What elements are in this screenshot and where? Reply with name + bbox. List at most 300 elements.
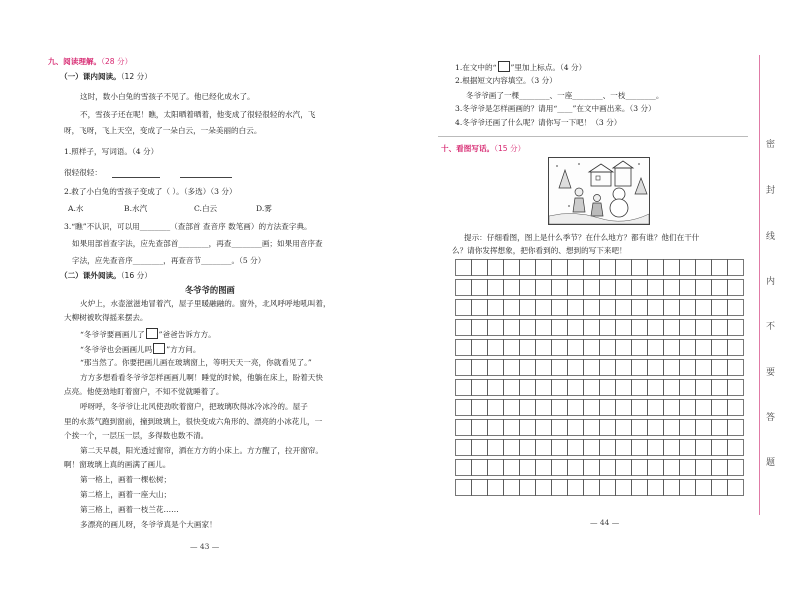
writing-grid[interactable]	[455, 259, 745, 499]
grid-cell[interactable]	[664, 280, 680, 296]
grid-cell[interactable]	[712, 400, 728, 416]
story-line-8: 呼呀呼，冬爷爷让北风使劲吹着窗户，把玻璃吹得冰冷冰冷的。屋子	[80, 402, 308, 411]
grid-cell[interactable]	[568, 460, 584, 476]
grid-cell[interactable]	[552, 360, 568, 376]
grid-cell[interactable]	[552, 460, 568, 476]
grid-cell[interactable]	[552, 280, 568, 296]
grid-cell[interactable]	[616, 320, 632, 336]
grid-cell[interactable]	[504, 340, 520, 356]
grid-cell[interactable]	[536, 340, 552, 356]
grid-cell[interactable]	[664, 380, 680, 396]
grid-row[interactable]	[456, 260, 744, 276]
grid-cell[interactable]	[616, 400, 632, 416]
grid-row[interactable]	[456, 460, 744, 476]
grid-cell[interactable]	[472, 360, 488, 376]
grid-cell[interactable]	[488, 480, 504, 496]
grid-cell[interactable]	[520, 460, 536, 476]
grid-cell[interactable]	[472, 480, 488, 496]
sidebar-char-6: 要	[766, 368, 776, 378]
grid-row[interactable]	[456, 360, 744, 376]
grid-cell[interactable]	[712, 440, 728, 456]
section-10-heading	[441, 144, 525, 154]
winter-scene-illustration	[548, 157, 650, 225]
grid-cell[interactable]	[552, 480, 568, 496]
grid-cell[interactable]	[696, 260, 712, 276]
grid-cell[interactable]	[680, 380, 696, 396]
grid-cell[interactable]	[600, 480, 616, 496]
story-line-15: 第三格上，画着一枝兰花……	[80, 505, 179, 514]
section-9-heading	[48, 57, 132, 67]
grid-cell[interactable]	[632, 360, 648, 376]
question-2: 2.救了小白兔的雪孩子变成了（ ）。（多选）（3 分）	[64, 187, 237, 196]
grid-cell[interactable]	[632, 300, 648, 316]
grid-cell[interactable]	[584, 420, 600, 436]
option-a[interactable]: A.水	[68, 204, 84, 213]
punctuation-box-2[interactable]	[153, 343, 165, 354]
grid-cell[interactable]	[680, 340, 696, 356]
grid-cell[interactable]	[584, 380, 600, 396]
part-2-heading	[60, 271, 152, 281]
grid-cell[interactable]	[712, 360, 728, 376]
grid-row[interactable]	[456, 480, 744, 496]
grid-cell[interactable]	[728, 420, 744, 436]
grid-cell[interactable]	[680, 400, 696, 416]
grid-cell[interactable]	[568, 400, 584, 416]
grid-cell[interactable]	[664, 320, 680, 336]
grid-cell[interactable]	[536, 380, 552, 396]
grid-cell[interactable]	[456, 280, 472, 296]
grid-row[interactable]	[456, 380, 744, 396]
grid-cell[interactable]	[712, 280, 728, 296]
grid-cell[interactable]	[520, 340, 536, 356]
grid-cell[interactable]	[728, 440, 744, 456]
grid-cell[interactable]	[504, 420, 520, 436]
grid-cell[interactable]	[504, 260, 520, 276]
hint-line-2: 么？请你发挥想象，把你看到的、想到的写下来吧！	[452, 246, 627, 255]
grid-cell[interactable]	[696, 420, 712, 436]
grid-cell[interactable]	[536, 440, 552, 456]
grid-cell[interactable]	[712, 480, 728, 496]
grid-cell[interactable]	[488, 460, 504, 476]
question-3-line-2: 如果用部首查字法，应先查部首________，再查________画；如果用音序查	[72, 239, 323, 248]
seal-line-sidebar	[759, 55, 790, 515]
grid-cell[interactable]	[456, 380, 472, 396]
grid-cell[interactable]	[584, 340, 600, 356]
grid-cell[interactable]	[680, 460, 696, 476]
grid-cell[interactable]	[648, 480, 664, 496]
grid-cell[interactable]	[680, 480, 696, 496]
grid-cell[interactable]	[520, 300, 536, 316]
grid-cell[interactable]	[488, 440, 504, 456]
grid-cell[interactable]	[632, 400, 648, 416]
section-9-score: （28 分）	[101, 57, 133, 66]
grid-cell[interactable]	[632, 320, 648, 336]
page-number-left: — 43 —	[190, 542, 220, 551]
grid-cell[interactable]	[600, 380, 616, 396]
grid-cell[interactable]	[680, 300, 696, 316]
grid-cell[interactable]	[472, 380, 488, 396]
grid-cell[interactable]	[584, 300, 600, 316]
grid-cell[interactable]	[536, 320, 552, 336]
grid-cell[interactable]	[728, 460, 744, 476]
grid-cell[interactable]	[584, 260, 600, 276]
grid-cell[interactable]	[680, 420, 696, 436]
grid-cell[interactable]	[632, 340, 648, 356]
section-10-score: （15 分）	[494, 144, 526, 153]
grid-cell[interactable]	[488, 340, 504, 356]
grid-cell[interactable]	[488, 360, 504, 376]
part-2-score: （16 分）	[120, 271, 152, 280]
grid-cell[interactable]	[456, 480, 472, 496]
right-question-2: 2.根据短文内容填空。（3 分）	[455, 76, 557, 85]
grid-cell[interactable]	[472, 320, 488, 336]
grid-cell[interactable]	[520, 260, 536, 276]
grid-cell[interactable]	[648, 360, 664, 376]
right-question-3: 3.冬爷爷是怎样画画的？请用“____”在文中画出来。（3 分）	[455, 104, 656, 113]
story-line-3a: “冬爷爷要画画儿了	[80, 330, 145, 339]
grid-row[interactable]	[456, 420, 744, 436]
grid-cell[interactable]	[552, 380, 568, 396]
grid-cell[interactable]	[664, 400, 680, 416]
grid-cell[interactable]	[568, 300, 584, 316]
grid-cell[interactable]	[664, 460, 680, 476]
grid-cell[interactable]	[456, 260, 472, 276]
grid-cell[interactable]	[520, 440, 536, 456]
grid-cell[interactable]	[584, 280, 600, 296]
grid-cell[interactable]	[472, 300, 488, 316]
right-question-2-fill: 冬爷爷画了一棵________、一座________、一枝________。	[466, 91, 664, 100]
grid-cell[interactable]	[728, 340, 744, 356]
story-line-5: “那当然了。你要把画儿画在玻璃窗上，等明天天一亮，你就看见了。”	[80, 358, 312, 367]
grid-cell[interactable]	[632, 460, 648, 476]
grid-cell[interactable]	[664, 420, 680, 436]
grid-row[interactable]	[456, 280, 744, 296]
grid-cell[interactable]	[712, 300, 728, 316]
grid-cell[interactable]	[712, 380, 728, 396]
grid-cell[interactable]	[600, 340, 616, 356]
grid-cell[interactable]	[696, 440, 712, 456]
grid-cell[interactable]	[472, 340, 488, 356]
punctuation-box-sample	[498, 61, 510, 72]
grid-cell[interactable]	[680, 320, 696, 336]
grid-cell[interactable]	[456, 300, 472, 316]
grid-cell[interactable]	[696, 460, 712, 476]
story-line-14: 第二格上，画着一座大山；	[80, 490, 172, 499]
grid-cell[interactable]	[488, 300, 504, 316]
question-3-line-3: 字法，应先查音序________，再查音节________。（5 分）	[72, 256, 266, 265]
grid-cell[interactable]	[664, 340, 680, 356]
sidebar-char-5: 不	[766, 322, 776, 332]
grid-cell[interactable]	[648, 440, 664, 456]
grid-cell[interactable]	[504, 300, 520, 316]
right-question-1	[455, 61, 586, 73]
grid-cell[interactable]	[504, 440, 520, 456]
answer-line-1a[interactable]	[112, 177, 160, 178]
right-question-4: 4.冬爷爷还画了什么呢？请你写一下吧！（3 分）	[455, 118, 622, 127]
story-line-3b: ”爸爸告诉方方。	[158, 330, 216, 339]
grid-cell[interactable]	[648, 400, 664, 416]
grid-cell[interactable]	[728, 300, 744, 316]
grid-cell[interactable]	[584, 400, 600, 416]
section-10-title: 十、看图写话。	[441, 144, 495, 153]
grid-cell[interactable]	[664, 360, 680, 376]
grid-cell[interactable]	[520, 360, 536, 376]
passage-1-line-2: 不，雪孩子还在呢！瞧，太阳晒着晒着，他变成了很轻很轻的水汽，飞	[80, 110, 316, 119]
sidebar-char-8: 题	[766, 458, 776, 468]
grid-cell[interactable]	[520, 400, 536, 416]
grid-cell[interactable]	[600, 280, 616, 296]
grid-cell[interactable]	[696, 480, 712, 496]
grid-cell[interactable]	[488, 380, 504, 396]
grid-cell[interactable]	[712, 420, 728, 436]
grid-cell[interactable]	[680, 440, 696, 456]
story-title: 冬爷爷的图画	[185, 285, 235, 295]
grid-cell[interactable]	[504, 320, 520, 336]
grid-cell[interactable]	[456, 440, 472, 456]
option-c[interactable]: C.白云	[194, 204, 218, 213]
story-line-3	[80, 328, 216, 340]
grid-cell[interactable]	[504, 480, 520, 496]
grid-cell[interactable]	[648, 340, 664, 356]
grid-cell[interactable]	[472, 280, 488, 296]
grid-cell[interactable]	[616, 340, 632, 356]
section-9-title: 九、阅读理解。	[48, 57, 102, 66]
grid-cell[interactable]	[632, 480, 648, 496]
story-line-2: 大柳树被吹得摇来摆去。	[64, 313, 148, 322]
grid-cell[interactable]	[664, 440, 680, 456]
grid-cell[interactable]	[568, 320, 584, 336]
grid-cell[interactable]	[472, 460, 488, 476]
grid-cell[interactable]	[616, 460, 632, 476]
grid-cell[interactable]	[648, 460, 664, 476]
grid-cell[interactable]	[568, 420, 584, 436]
grid-cell[interactable]	[600, 360, 616, 376]
grid-cell[interactable]	[696, 380, 712, 396]
grid-cell[interactable]	[568, 340, 584, 356]
grid-cell[interactable]	[472, 440, 488, 456]
answer-line-1b[interactable]	[180, 177, 232, 178]
grid-cell[interactable]	[600, 320, 616, 336]
grid-cell[interactable]	[568, 280, 584, 296]
grid-cell[interactable]	[584, 460, 600, 476]
sidebar-char-1: 密	[766, 140, 776, 150]
sidebar-char-3: 线	[766, 232, 776, 242]
story-line-4	[80, 343, 201, 355]
grid-cell[interactable]	[536, 480, 552, 496]
grid-cell[interactable]	[504, 380, 520, 396]
grid-cell[interactable]	[600, 440, 616, 456]
grid-row[interactable]	[456, 340, 744, 356]
grid-row[interactable]	[456, 300, 744, 316]
grid-cell[interactable]	[600, 420, 616, 436]
grid-cell[interactable]	[632, 380, 648, 396]
grid-cell[interactable]	[712, 340, 728, 356]
grid-cell[interactable]	[696, 340, 712, 356]
passage-1-line-3: 呀，飞呀，飞上天空，变成了一朵白云，一朵美丽的白云。	[64, 126, 262, 135]
grid-cell[interactable]	[712, 260, 728, 276]
grid-cell[interactable]	[728, 260, 744, 276]
grid-cell[interactable]	[520, 480, 536, 496]
grid-cell[interactable]	[552, 300, 568, 316]
question-1-example: 很轻很轻：	[64, 168, 102, 177]
grid-cell[interactable]	[568, 480, 584, 496]
grid-cell[interactable]	[728, 280, 744, 296]
grid-cell[interactable]	[552, 320, 568, 336]
grid-cell[interactable]	[632, 420, 648, 436]
story-line-11: 第二天早晨，阳光透过窗帘，洒在方方的小床上。方方醒了，拉开窗帘。	[80, 446, 323, 455]
illustration-drawing	[549, 158, 649, 224]
grid-cell[interactable]	[584, 440, 600, 456]
grid-cell[interactable]	[664, 480, 680, 496]
grid-cell[interactable]	[648, 280, 664, 296]
grid-cell[interactable]	[456, 340, 472, 356]
grid-cell[interactable]	[568, 440, 584, 456]
grid-cell[interactable]	[680, 280, 696, 296]
story-line-6: 方方多想看看冬爷爷怎样画画儿啊！睡觉的时候，他躺在床上，盼着天快	[80, 373, 323, 382]
sidebar-char-4: 内	[766, 277, 776, 287]
grid-cell[interactable]	[696, 360, 712, 376]
grid-cell[interactable]	[520, 320, 536, 336]
part-1-score: （12 分）	[120, 72, 152, 81]
grid-row[interactable]	[456, 440, 744, 456]
section-divider	[438, 136, 748, 137]
grid-cell[interactable]	[600, 400, 616, 416]
grid-cell[interactable]	[568, 260, 584, 276]
passage-1-line-1: 这时，数小白兔的雪孩子不见了。他已经化成水了。	[80, 92, 255, 101]
grid-cell[interactable]	[504, 280, 520, 296]
grid-cell[interactable]	[504, 460, 520, 476]
grid-cell[interactable]	[600, 260, 616, 276]
grid-cell[interactable]	[472, 400, 488, 416]
grid-cell[interactable]	[728, 360, 744, 376]
grid-cell[interactable]	[728, 480, 744, 496]
grid-cell[interactable]	[728, 400, 744, 416]
grid-cell[interactable]	[616, 260, 632, 276]
grid-cell[interactable]	[680, 260, 696, 276]
grid-cell[interactable]	[664, 260, 680, 276]
grid-row[interactable]	[456, 320, 744, 336]
sidebar-char-2: 封	[766, 186, 776, 196]
grid-cell[interactable]	[600, 460, 616, 476]
grid-cell[interactable]	[728, 380, 744, 396]
right-question-1a: 1.在文中的“	[455, 63, 497, 72]
grid-cell[interactable]	[488, 320, 504, 336]
grid-cell[interactable]	[456, 400, 472, 416]
grid-cell[interactable]	[712, 320, 728, 336]
grid-cell[interactable]	[616, 380, 632, 396]
grid-cell[interactable]	[648, 300, 664, 316]
grid-cell[interactable]	[456, 420, 472, 436]
grid-row[interactable]	[456, 400, 744, 416]
grid-cell[interactable]	[552, 260, 568, 276]
grid-cell[interactable]	[616, 420, 632, 436]
grid-cell[interactable]	[568, 360, 584, 376]
grid-cell[interactable]	[632, 280, 648, 296]
page-number-right: — 44 —	[590, 518, 620, 527]
grid-cell[interactable]	[536, 360, 552, 376]
grid-cell[interactable]	[552, 400, 568, 416]
grid-cell[interactable]	[552, 420, 568, 436]
grid-cell[interactable]	[536, 460, 552, 476]
part-2-title: （二）课外阅读。	[60, 271, 121, 280]
question-3-line-1: 3.“瞧”不认识，可以用________（查部首 查音序 数笔画）的方法查字典。	[64, 222, 312, 231]
grid-cell[interactable]	[616, 360, 632, 376]
grid-cell[interactable]	[488, 280, 504, 296]
writing-grid-cells[interactable]	[455, 259, 745, 499]
grid-cell[interactable]	[536, 300, 552, 316]
grid-cell[interactable]	[584, 320, 600, 336]
grid-cell[interactable]	[536, 400, 552, 416]
grid-cell[interactable]	[680, 360, 696, 376]
grid-cell[interactable]	[456, 320, 472, 336]
grid-cell[interactable]	[520, 380, 536, 396]
story-line-1: 火炉上，水壶滋滋地冒着汽，屋子里暖融融的。窗外，北风呼呼地吼叫着，	[80, 299, 331, 308]
grid-cell[interactable]	[696, 300, 712, 316]
grid-cell[interactable]	[648, 320, 664, 336]
grid-cell[interactable]	[648, 380, 664, 396]
grid-cell[interactable]	[488, 420, 504, 436]
grid-cell[interactable]	[696, 320, 712, 336]
grid-cell[interactable]	[648, 260, 664, 276]
grid-cell[interactable]	[568, 380, 584, 396]
grid-cell[interactable]	[552, 340, 568, 356]
grid-cell[interactable]	[504, 400, 520, 416]
grid-cell[interactable]	[456, 460, 472, 476]
grid-cell[interactable]	[696, 400, 712, 416]
story-line-4a: “冬爷爷也会画画儿吗	[80, 345, 153, 354]
grid-cell[interactable]	[536, 420, 552, 436]
grid-cell[interactable]	[472, 260, 488, 276]
grid-cell[interactable]	[696, 280, 712, 296]
grid-cell[interactable]	[552, 440, 568, 456]
grid-cell[interactable]	[456, 360, 472, 376]
option-d[interactable]: D.雾	[256, 204, 272, 213]
story-line-13: 第一格上，画着一棵松树；	[80, 475, 172, 484]
grid-cell[interactable]	[632, 260, 648, 276]
grid-cell[interactable]	[504, 360, 520, 376]
grid-cell[interactable]	[536, 280, 552, 296]
right-question-1b: ”里加上标点。（4 分）	[510, 63, 587, 72]
part-1-heading	[60, 72, 152, 82]
grid-cell[interactable]	[520, 280, 536, 296]
story-line-12: 啊！窗玻璃上真的画满了画儿。	[64, 460, 171, 469]
grid-cell[interactable]	[600, 300, 616, 316]
grid-cell[interactable]	[520, 420, 536, 436]
sidebar-char-7: 答	[766, 413, 776, 423]
grid-cell[interactable]	[648, 420, 664, 436]
grid-cell[interactable]	[728, 320, 744, 336]
grid-cell[interactable]	[488, 260, 504, 276]
story-line-9: 里的水蒸气跑到窗前，撞到玻璃上，很快变成六角形的、漂亮的小冰花儿，一	[64, 417, 323, 426]
punctuation-box-1[interactable]	[146, 328, 158, 339]
grid-cell[interactable]	[616, 440, 632, 456]
grid-cell[interactable]	[616, 300, 632, 316]
grid-cell[interactable]	[584, 480, 600, 496]
grid-cell[interactable]	[712, 460, 728, 476]
grid-cell[interactable]	[664, 300, 680, 316]
option-b[interactable]: B.水汽	[124, 204, 148, 213]
grid-cell[interactable]	[584, 360, 600, 376]
grid-cell[interactable]	[536, 260, 552, 276]
story-line-16: 多漂亮的画儿呀，冬爷爷真是个大画家！	[80, 520, 217, 529]
story-line-7: 点亮。他使劲地盯着窗户，不知不觉就睡着了。	[64, 387, 224, 396]
grid-cell[interactable]	[472, 420, 488, 436]
grid-cell[interactable]	[616, 280, 632, 296]
grid-cell[interactable]	[488, 400, 504, 416]
grid-cell[interactable]	[632, 440, 648, 456]
question-1: 1.照样子，写词语。（4 分）	[64, 147, 159, 156]
grid-cell[interactable]	[616, 480, 632, 496]
